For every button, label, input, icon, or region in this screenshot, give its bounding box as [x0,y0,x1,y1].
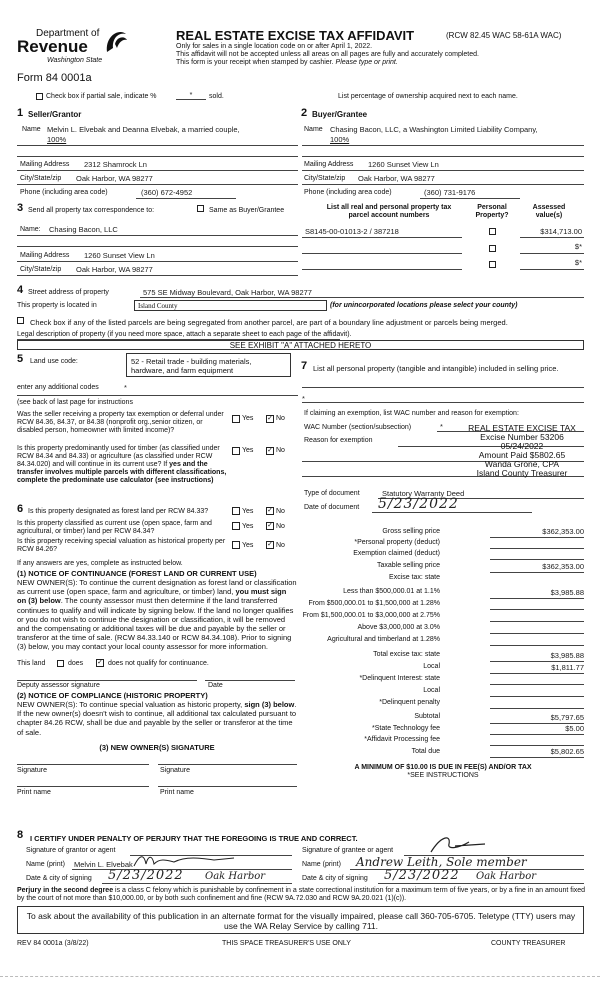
land-does-not-label: does not qualify for continuance. [108,660,209,667]
located-label: This property is located in [17,302,97,309]
county-select[interactable] [134,300,327,311]
if-yes-note: If any answers are yes, complete as instructed below. [17,560,183,567]
perjury-notice: Perjury in the second degree is a class C felony which is punishable by confinement in a state correctional institution for a maximum term of five years, or by a fine in an amount fixed by the court of not more than $10,000.00, or by both such confinement and fine (RCW 9A.72.030 and RCW 9A.20.021 (1)(c)). [17,887,586,902]
tax-row-label: Local [423,663,440,670]
corr-city[interactable]: Oak Harbor, WA 98277 [76,265,153,274]
grantor-name-label: Name (print) [26,861,65,868]
doc-date-label: Date of document [304,504,360,511]
section-8-number: 8 [17,829,24,841]
section-6-number: 6 [17,503,24,515]
parcel-value[interactable]: $* [574,242,582,251]
doc-type-label: Type of document [304,490,360,497]
see-back-note: (see back of last page for instructions [17,399,133,406]
grantee-name[interactable]: Andrew Leith, Sole member [356,855,527,869]
tax-row-label: Excise tax: state [389,574,440,581]
owner-signature-label: Signature [160,767,190,774]
partial-sale-label: Check box if partial sale, indicate % [46,93,157,100]
logo-revenue: Revenue [17,37,88,56]
legal-label: Legal description of property (if you need more space, attach a separate sheet to each page of the affidavit). [17,331,352,338]
street-label: Street address of property [28,289,109,296]
this-land-label: This land [17,660,46,667]
unincorporated-note: (for unincorporated locations please select your county) [330,302,518,309]
land-use-code-select[interactable] [126,353,291,377]
forest-q1-yes-checkbox[interactable] [232,507,240,515]
seller-phone-label: Phone (including area code) [20,189,108,196]
seller-percent[interactable]: 100% [47,135,67,144]
forest-q2-no-label: No [276,523,285,530]
corr-name[interactable]: Chasing Bacon, LLC [49,225,118,234]
corr-name-label: Name: [20,226,41,233]
grantor-date-label: Date & city of signing [26,875,92,882]
tax-row-label: Agricultural and timberland at 1.28% [327,636,440,643]
tax-row-label: Local [423,687,440,694]
form-title-ref: (RCW 82.45 WAC 58-61A WAC) [446,31,562,40]
buyer-phone[interactable]: (360) 731-9176 [424,188,476,197]
grantee-date-label: Date & city of signing [302,875,368,882]
personal-property-value[interactable]: * [302,394,305,403]
tax-row-value[interactable]: $362,353.00 [542,527,584,536]
parcel-value[interactable]: $* [574,258,582,267]
buyer-name-label: Name [304,126,323,133]
stamp-line: Wanda Grone, CPA [484,459,560,469]
forest-q3-no-label: No [276,542,285,549]
corr-mailing[interactable]: 1260 Sunset View Ln [84,251,155,260]
grantee-signature-icon[interactable] [425,832,495,856]
stamp-line: REAL ESTATE EXCISE TAX [468,423,576,433]
deputy-signature-label: Deputy assessor signature [17,682,100,689]
grantee-city[interactable]: Oak Harbor [476,871,537,882]
legal-description-value: SEE EXHIBIT "A" ATTACHED HERETO [229,341,372,350]
same-as-buyer-checkbox[interactable] [197,205,204,212]
correspondence-heading: Send all property tax correspondence to: [28,207,155,214]
notice-1-title: (1) NOTICE OF CONTINUANCE (FOREST LAND OR CURRENT USE) [17,569,257,578]
buyer-mailing[interactable]: 1260 Sunset View Ln [368,160,439,169]
owner-print-label: Print name [160,789,194,796]
parcel-col-header-3a: Assessed [532,204,566,211]
q1-yes-label: Yes [242,415,254,422]
seller-mailing[interactable]: 2312 Shamrock Ln [84,160,147,169]
partial-sale-percent[interactable]: * [176,92,206,100]
personal-property-label: List all personal property (tangible and intangible) included in selling price. [313,364,559,373]
treasurer-use-label: THIS SPACE TREASURER'S USE ONLY [222,940,351,947]
form-title: REAL ESTATE EXCISE TAX AFFIDAVIT [176,28,415,43]
see-instructions-note: *SEE INSTRUCTIONS [407,772,479,779]
stamp-line: Excise Number 53206 [480,432,564,442]
forest-q3-no-checkbox[interactable]: ✓ [267,541,273,548]
buyer-mailing-label: Mailing Address [304,161,354,168]
ownership-note: List percentage of ownership acquired next to each name. [338,93,518,100]
forest-q2-no-checkbox[interactable]: ✓ [267,522,273,529]
section-2-number: 2 [301,107,308,119]
section-7-number: 7 [301,360,308,372]
tax-row-value[interactable]: $3,985.88 [550,588,584,597]
q2-no-checkbox[interactable]: ✓ [267,447,273,454]
tax-row-label: *Personal property (deduct) [354,539,440,546]
buyer-heading: Buyer/Grantee [312,110,368,119]
tax-row-label: From $500,000.01 to $1,500,000 at 1.28% [308,600,440,607]
corr-city-label: City/State/zip [20,266,62,273]
wac-value[interactable]: * [440,422,443,431]
tax-row-label: Above $3,000,000 at 3.0% [357,624,440,631]
stamp-line: 05/24/2022 [500,441,544,451]
tax-row-label: *Delinquent Interest: state [359,675,440,682]
stamp-line: Amount Paid $5802.65 [478,450,566,460]
section-5-number: 5 [17,353,24,365]
tax-row-label: Total excise tax: state [373,651,440,658]
grantee-signature-label: Signature of grantee or agent [302,847,394,854]
seller-city[interactable]: Oak Harbor, WA 98277 [76,174,153,183]
land-use-code-value: 52 - Retail trade - building materials, hardware, and farm equipment [131,357,252,375]
corr-mailing-label: Mailing Address [20,252,70,259]
parcel-col-header-2a: Personal [477,204,507,211]
street-address[interactable]: 575 SE Midway Boulevard, Oak Harbor, WA 98277 [143,288,312,297]
parcel-col-header-1b: parcel account numbers [348,212,430,219]
buyer-name[interactable]: Chasing Bacon, LLC, a Washington Limited Liability Company, [330,125,538,134]
header-line-2: This affidavit will not be accepted unless all areas on all pages are fully and accurately completed. [176,51,479,58]
reason-label: Reason for exemption [304,437,373,444]
logo-state: Washington State [47,57,103,64]
forest-q3-yes-checkbox[interactable] [232,541,240,549]
land-does-label: does [68,660,84,667]
additional-codes-value[interactable]: * [124,383,127,392]
parcel-col-header-1a: List all real and personal property tax [326,204,452,211]
certify-heading: I CERTIFY UNDER PENALTY OF PERJURY THAT THE FOREGOING IS TRUE AND CORRECT. [30,834,358,843]
land-does-checkbox[interactable] [57,660,64,667]
section-4-number: 4 [17,284,24,296]
partial-sale-checkbox[interactable] [36,93,43,100]
forest-q3: Is this property receiving special valuation as historical property per RCW 84.26? [17,538,226,553]
notice-2-title: (2) NOTICE OF COMPLIANCE (HISTORIC PROPERTY) [17,691,208,700]
buyer-phone-label: Phone (including area code) [304,189,392,196]
forest-q1: Is this property designated as forest land per RCW 84.33? [28,508,209,515]
partial-sale-sold: sold. [209,93,224,100]
deputy-date-label: Date [208,682,223,689]
tax-row-value[interactable]: $5,797.65 [550,713,584,722]
q1-no-checkbox[interactable]: ✓ [267,415,273,422]
tax-row-label: *Delinquent penalty [379,699,440,706]
logo-dept-line: Department of [36,28,100,39]
tax-row-label: *Affidavit Processing fee [364,736,440,743]
header-line-1: Only for sales in a single location code on or after April 1, 2022. [176,43,373,50]
forest-q1-no-checkbox[interactable]: ✓ [267,507,273,514]
dor-swoosh-icon [103,26,129,56]
parcel-col-header-2b: Property? [475,212,509,219]
buyer-percent[interactable]: 100% [330,135,350,144]
seller-name-label: Name [22,126,41,133]
exemption-deferral-question: Was the seller receiving a property tax exemption or deferral under RCW 84.36, 84.37, or 84.38 (nonprofit org.,senior citizen, or disabled person, homeowner with limited income)? [17,411,224,434]
tax-row-value[interactable]: $362,353.00 [542,562,584,571]
timber-question: Is this property predominantly used for timber (as classified under RCW 84.34 and 84.33) or agriculture (as classified under RCW 84.34.020) and will continue in its current use? If yes and the transfer involves multiple parcels with different classifications, complete the predominate use calculator (see instructions) [17,445,227,484]
notice-1-body: NEW OWNER(S): To continue the current designation as forest land or classification as current use (open space, farm and agriculture, or timber) land, you must sign on (3) below. The county assessor must then determine if the land transferred continues to qualify and will indicate by signing below. If the land no longer qualifies or you do not wish to continue the designation or classification, it will be removed and the compensating or additional taxes will be due and payable by the seller or transferor at the time of sale. (RCW 84.33.140 or RCW 84.34.108). Prior to signing (3) below, you may contact your local county assessor for more information. [17,578,297,652]
minimum-fee-note: A MINIMUM OF $10.00 IS DUE IN FEE(S) AND/OR TAX [354,764,532,771]
grantee-date[interactable]: 5/23/2022 [384,868,460,883]
form-number: Form 84 0001a [17,72,92,84]
tax-row-value[interactable]: $5.00 [565,724,584,733]
additional-codes-label: enter any additional codes [17,384,99,391]
buyer-city-label: City/State/zip [304,175,346,182]
q1-yes-checkbox[interactable] [232,415,240,423]
buyer-city[interactable]: Oak Harbor, WA 98277 [358,174,435,183]
q2-no-label: No [276,447,285,454]
tax-row-value[interactable]: $3,985.88 [550,651,584,660]
segregated-label: Check box if any of the listed parcels are being segregated from another parcel, are part of a boundary line adjustment or parcels being merged. [30,318,508,327]
grantor-name[interactable]: Melvin L. Elvebak [74,860,133,869]
forest-q3-yes-label: Yes [242,542,254,549]
land-use-label: Land use code: [30,358,78,365]
tax-row-label: Taxable selling price [376,562,440,569]
personal-property-checkbox[interactable] [489,228,496,235]
grantor-city[interactable]: Oak Harbor [205,871,266,882]
segregated-checkbox[interactable] [17,317,24,324]
parcel-number[interactable]: S8145-00-01013-2 / 387218 [305,227,399,236]
exemption-intro: If claiming an exemption, list WAC number and reason for exemption: [304,410,519,417]
tax-row-label: Subtotal [414,713,440,720]
tax-row-value[interactable]: $1,811.77 [551,663,584,672]
personal-property-checkbox[interactable] [489,245,496,252]
stamp-line: Island County Treasurer [476,468,568,478]
forest-q2-yes-label: Yes [242,523,254,530]
owner-print-label: Print name [17,789,51,796]
seller-mailing-label: Mailing Address [20,161,70,168]
notice-3-title: (3) NEW OWNER(S) SIGNATURE [99,743,215,752]
grantee-name-label: Name (print) [302,861,341,868]
section-3-number: 3 [17,202,24,214]
parcel-value[interactable]: $314,713.00 [540,227,582,236]
seller-phone[interactable]: (360) 672-4952 [141,188,193,197]
q2-yes-label: Yes [242,447,254,454]
forest-q1-yes-label: Yes [242,508,254,515]
forest-q1-no-label: No [276,508,285,515]
tax-row-label: Total due [411,748,440,755]
seller-heading: Seller/Grantor [28,110,82,119]
doc-date-value[interactable]: 5/23/2022 [378,496,459,512]
accessibility-note: To ask about the availability of this publication in an alternate format for the visually impaired, please call 360-705-6705. Teletype (TTY) users may use the WA Relay Service by calling 711. [26,911,576,931]
wac-label: WAC Number (section/subsection) [304,424,412,431]
notice-2-body: NEW OWNER(S): To continue special valuation as historic property, sign (3) below. If the new owner(s) doesn't wish to continue, all additional tax calculated pursuant to chapter 84.26 RCW, shall be due and payable by the seller or transferor at the time of sale. [17,700,297,737]
seller-city-label: City/State/zip [20,175,62,182]
tax-row-label: From $1,500,000.01 to $3,000,000 at 2.75% [302,612,440,619]
accessibility-box [17,906,584,934]
seller-name[interactable]: Melvin L. Elvebak and Deanna Elvebak, a married couple, [47,125,240,134]
tax-row-label: Less than $500,000.01 at 1.1% [343,588,440,595]
forest-q2-yes-checkbox[interactable] [232,522,240,530]
section-1-number: 1 [17,107,24,119]
forest-q2: Is this property classified as current use (open space, farm and agricultural, or timber) land per RCW 84.34? [17,520,212,535]
legal-description-field[interactable] [17,340,584,350]
land-does-not-checkbox[interactable]: ✓ [97,659,103,666]
revision-label: REV 84 0001a (3/8/22) [17,940,89,947]
tax-row-label: Gross selling price [382,528,440,535]
doc-type-value[interactable]: Statutory Warranty Deed [382,489,465,498]
county-treasurer-label: COUNTY TREASURER [491,940,566,947]
parcel-col-header-3b: value(s) [535,212,563,219]
q1-no-label: No [276,415,285,422]
personal-property-checkbox[interactable] [489,261,496,268]
tax-row-label: Exemption claimed (deduct) [353,550,440,557]
grantor-signature-label: Signature of grantor or agent [26,847,116,854]
same-as-buyer-label: Same as Buyer/Grantee [209,207,285,214]
county-value: Island County [138,302,178,310]
tax-row-value[interactable]: $5,802.65 [550,747,584,756]
q2-yes-checkbox[interactable] [232,447,240,455]
header-line-3: This form is your receipt when stamped by cashier. Please type or print. [176,59,398,66]
owner-signature-label: Signature [17,767,47,774]
tax-row-label: *State Technology fee [372,725,440,732]
grantor-date[interactable]: 5/23/2022 [108,868,184,883]
